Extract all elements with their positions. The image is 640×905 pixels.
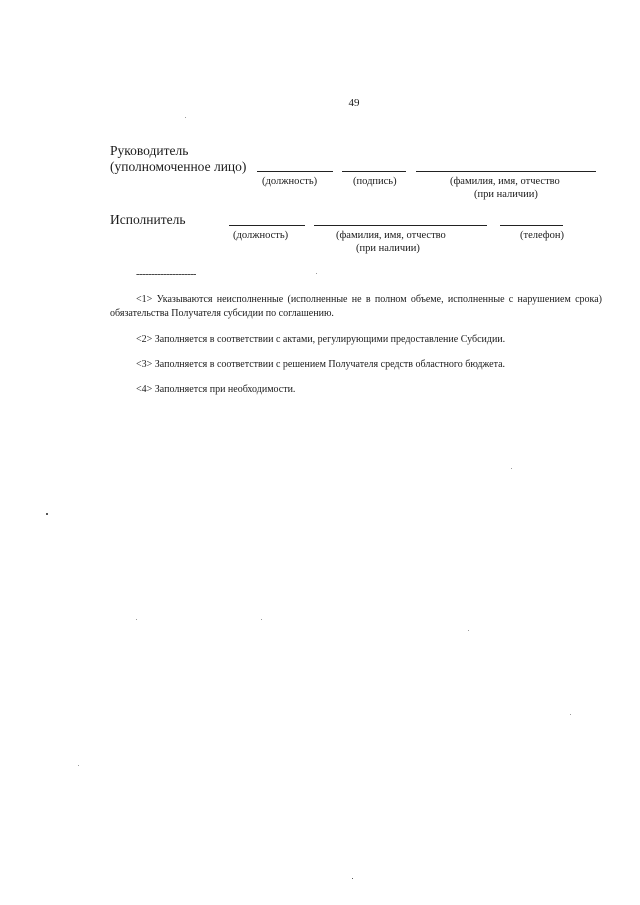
footnote-3: <3> Заполняется в соответствии с решением Получателя средств областного бюджета. (136, 359, 506, 370)
head-signature-line (342, 171, 406, 172)
scan-speck (570, 714, 571, 715)
head-position-line (257, 171, 333, 172)
footnote-1: <1> Указываются неисполненные (исполненные не в полном объеме, исполненные с нарушением срока) обязательства Получателя субсидии по соглашению. (110, 294, 602, 319)
head-caption-name-line1: (фамилия, имя, отчество (450, 176, 560, 187)
executor-label: Исполнитель (110, 212, 186, 227)
head-caption-signature: (подпись) (353, 176, 397, 187)
scan-speck (185, 117, 186, 118)
footnote-4: <4> Заполняется при необходимости. (136, 384, 296, 395)
scan-speck (511, 468, 512, 469)
footnote-separator: -------------------- (136, 269, 196, 280)
head-caption-name-line2: (при наличии) (474, 189, 538, 200)
head-label-line2: (уполномоченное лицо) (110, 159, 247, 174)
scan-speck (352, 878, 353, 879)
executor-caption-phone: (телефон) (520, 230, 564, 241)
executor-caption-name-line1: (фамилия, имя, отчество (336, 230, 446, 241)
scan-speck (136, 619, 137, 620)
scan-speck (78, 765, 79, 766)
head-label-line1: Руководитель (110, 143, 189, 158)
executor-name-line (314, 225, 487, 226)
scan-speck (316, 273, 317, 274)
executor-phone-line (500, 225, 563, 226)
scan-speck (46, 513, 48, 515)
executor-caption-position: (должность) (233, 230, 289, 241)
footnote-2: <2> Заполняется в соответствии с актами, регулирующими предоставление Субсидии. (136, 334, 506, 345)
head-caption-position: (должность) (262, 176, 318, 187)
head-name-line (416, 171, 596, 172)
scan-speck (261, 619, 262, 620)
executor-position-line (229, 225, 305, 226)
page-number: 49 (348, 97, 360, 109)
scan-speck (468, 630, 469, 631)
executor-caption-name-line2: (при наличии) (356, 243, 420, 254)
